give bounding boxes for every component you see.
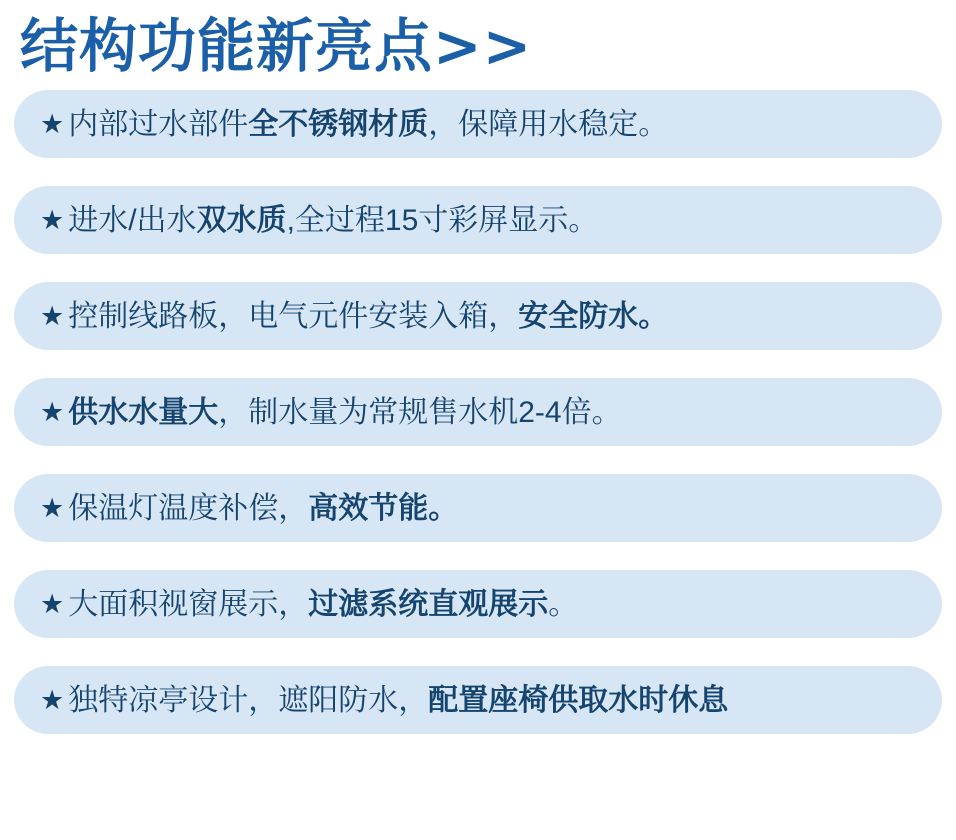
list-item-label [68,396,621,429]
emphasis-text: 安全防水。 [518,299,669,333]
star-icon: ★ [40,492,65,523]
emphasis-text: 高效节能。 [308,491,459,525]
plain-text: ，制水量为常规售水机2-4倍。 [218,395,622,429]
star-icon: ★ [40,204,65,235]
emphasis-text: 全不锈钢材质 [248,107,429,141]
list-item-label [68,588,578,621]
star-icon: ★ [40,684,65,715]
star-icon: ★ [40,588,65,619]
list-item-label [68,300,668,333]
emphasis-text: 双水质 [196,203,287,237]
list-item [14,474,942,542]
plain-text: ,全过程15寸彩屏显示。 [286,203,599,237]
list-item-label [68,684,728,717]
plain-text: 控制线路板，电气元件安装入箱， [68,299,519,333]
list-item [14,378,942,446]
plain-text: ，保障用水稳定。 [428,107,669,141]
list-item-label [68,492,458,525]
plain-text: 内部过水部件 [68,107,249,141]
plain-text: 保温灯温度补偿， [68,491,309,525]
emphasis-text: 配置座椅供取水时休息 [428,683,729,717]
emphasis-text: 过滤系统直观展示 [308,587,549,621]
list-item-label [68,204,598,237]
list-item [14,282,942,350]
plain-text: 。 [548,587,579,621]
page-title: 结构功能新亮点>> [20,12,533,80]
list-item [14,186,942,254]
list-item [14,90,942,158]
plain-text: 独特凉亭设计，遮阳防水， [68,683,429,717]
star-icon: ★ [40,396,65,427]
plain-text: 大面积视窗展示， [68,587,309,621]
feature-bullet-list [14,90,942,734]
star-icon: ★ [40,108,65,139]
list-item [14,666,942,734]
plain-text: 进水/出水 [68,203,197,237]
list-item-label [68,108,668,141]
emphasis-text: 供水水量大 [68,395,219,429]
star-icon: ★ [40,300,65,331]
list-item [14,570,942,638]
